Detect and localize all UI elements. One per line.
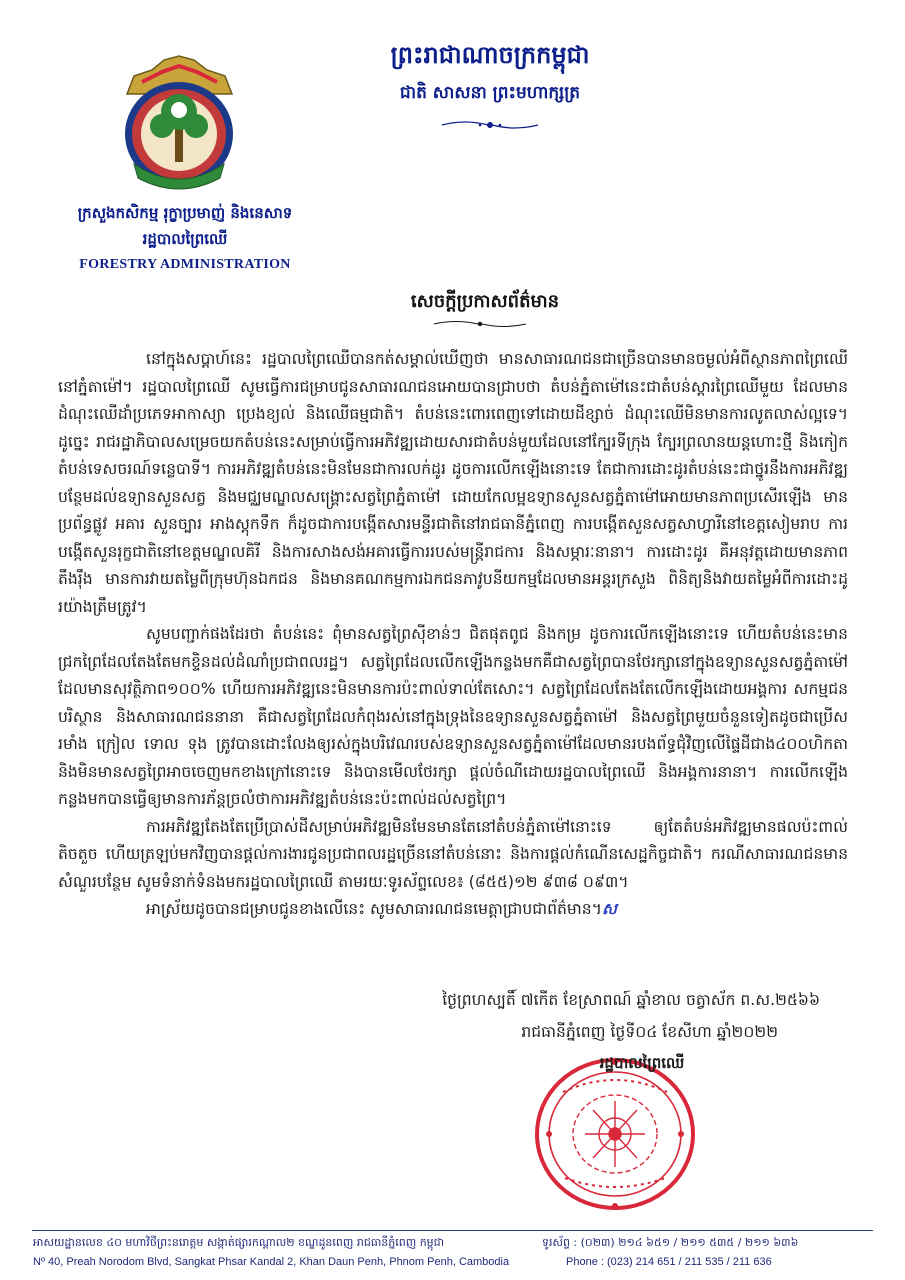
address-english: Nº 40, Preah Norodom Blvd, Sangkat Phsar Kandal 2, Khan Daun Penh, Phnom Penh, Cambodia	[33, 1256, 510, 1268]
announcement-body	[58, 346, 848, 924]
gregorian-date: រាជធានីភ្នំពេញ ថ្ងៃទី០៤ ខែសីហា ឆ្នាំ២០២២	[521, 1023, 778, 1041]
phone-english: Phone : (023) 214 651 / 211 535 / 211 636	[566, 1256, 772, 1268]
kingdom-title: ព្រះរាជាណាចក្រកម្ពុជា	[390, 41, 590, 69]
department-name-khmer: រដ្ឋបាលព្រៃឈើ	[142, 230, 228, 248]
ministry-name: ក្រសួងកសិកម្ម រុក្ខាប្រមាញ់ និងនេសាទ	[77, 204, 293, 222]
forestry-emblem-icon	[112, 54, 247, 194]
address-khmer: អាសយដ្ឋានលេខ ៤០ មហាវិថីព្រះនរោត្តម សង្កាត់ផ្សារកណ្ដាល២ ខណ្ឌដូនពេញ រាជធានីភ្នំពេញ កម្ពុជា	[33, 1236, 445, 1249]
paragraph-3: ការអភិវឌ្ឍតែងតែប្រើប្រាស់ដីសម្រាប់អភិវឌ្ឍមិនមែនមានតែនៅតំបន់ភ្នំតាម៉ៅនោះទេ ឲ្យតែតំបន់អភិវឌ្ឍមានផលប៉ះពាល់តិចតួច ហើយត្រឡប់មកវិញបានផ្តល់ការងារជូនប្រជាពលរដ្ឋច្រើននៅតំបន់នោះ និងការផ្តល់កំណើនសេដ្ឋកិច្ចជាតិ។ ករណីសាធារណជនមានសំណួរបន្ថែម សូមទំនាក់ទំនងមករដ្ឋបាលព្រៃឈើ តាមរយៈទូរស័ព្ទលេខ៖ (៨៥៥)១២ ៩៣៨ ០៩៣។	[58, 817, 848, 891]
handwritten-initial: ស	[601, 900, 617, 918]
phone-khmer: ទូរស័ព្ទ : (០២៣) ២១៤ ៦៥១ / ២១១ ៥៣៥ / ២១១ ៦៣៦	[542, 1236, 799, 1249]
lunar-date: ថ្ងៃព្រហស្បតិ៍ ៧កើត ខែស្រាពណ៍ ឆ្នាំខាល ចត្វាស័ក ព.ស.២៥៦៦	[442, 991, 820, 1009]
paragraph-2: សូមបញ្ជាក់ផងដែរថា តំបន់នេះ ពុំមានសត្វព្រៃស៊ីខាន់ៗ ជិតផុតពូជ និងកម្រ ដូចការលើកឡើងនោះទេ ហើយតំបន់នេះមានជ្រកព្រៃដែលតែងតែមកខ្ទិនដល់ដំណាំប្រជាពលរដ្ឋ។ សត្វព្រៃដែលលើកឡើងកន្លងមកគឺជាសត្វព្រៃបានថែរក្សានៅក្នុងឧទ្យានសួនសត្វភ្នំតាម៉ៅដែលមានសុវត្ថិភាព១០០% ហើយការអភិវឌ្ឍនេះមិនមានការប៉ះពាល់ទាល់តែសោះ។ សត្វព្រៃដែលតែងតែលើកឡើងដោយអង្គការ សកម្មជនបរិស្ថាន និងសាធារណជននានា គឺជាសត្វព្រៃដែលកំពុងរស់នៅក្នុងទ្រុងនៃឧទ្យានសួនសត្វភ្នំតាម៉ៅ និងសត្វព្រៃមួយចំនួនទៀតដូចជាប្រើស រមាំង ក្រៀល ទោល ទុង ត្រូវបានដោះលែងឲ្យរស់ក្នុងបរិវេណរបស់ឧទ្យានសួនសត្វភ្នំតាម៉ៅដែលមានរបងព័ទ្ធជុំវិញលើផ្ទៃដីជាង៤០០ហិកតា និងមិនមានសត្វព្រៃអាចចេញមកខាងក្រៅនោះទេ និងបានមើលថែរក្សា ផ្តល់ចំណីដោយរដ្ឋបាលព្រៃឈើ និងអង្គការនានា។ ការលើកឡើងកន្លងមកបានធ្វើឲ្យមានការភ័ន្តច្រលំថាការអភិវឌ្ឍតំបន់នេះប៉ះពាល់ដល់សត្វព្រៃ។	[58, 625, 848, 808]
kingdom-motto: ជាតិ សាសនា ព្រះមហាក្សត្រ	[399, 83, 581, 103]
footer-divider	[32, 1230, 873, 1231]
paragraph-1: នៅក្នុងសប្តាហ៍នេះ រដ្ឋបាលព្រៃឈើបានកត់សម្គាល់ឃើញថា មានសាធារណជនជាច្រើនបានមានចម្ងល់អំពីស្ថានភាពព្រៃឈើនៅភ្នំតាម៉ៅ។ រដ្ឋបាលព្រៃឈើ សូមធ្វើការជម្រាបជូនសាធារណជនអោយបានជ្រាបថា តំបន់ភ្នំតាម៉ៅនេះជាតំបន់ស្តារព្រៃឈើមួយ ដែលមានដំណុះឈើដាំប្រភេទអាកាស្យា ប្រេងខ្យល់ និងឈើធម្មជាតិ។ តំបន់នេះពោរពេញទៅដោយដីខ្សាច់ ដំណុះឈើមិនមានការលូតលាស់ល្អទេ។ ដូច្នេះ រាជរដ្ឋាភិបាលសម្រេចយកតំបន់នេះសម្រាប់ធ្វើការអភិវឌ្ឍដោយសារជាតំបន់មួយដែលនៅក្បែរទីក្រុង ក្បែរព្រលានយន្តហោះថ្មី និងកៀកតំបន់ទេសចរណ៍ទន្លេបាទី។ ការអភិវឌ្ឍតំបន់នេះមិនមែនជាការលក់ដូរ ដូចការលើកឡើងនោះទេ តែជាការដោះដូរតំបន់នេះជាថ្នូរនឹងការអភិវឌ្ឍបន្ថែមដល់ឧទ្យានសួនសត្វ និងមជ្ឈមណ្ឌលសង្គ្រោះសត្វព្រៃភ្នំតាម៉ៅ ដោយកែលម្អឧទ្យានសួនសត្វភ្នំតាម៉ៅអោយមានភាពប្រសើរឡើង មានប្រព័ន្ធផ្លូវ អគារ សួនច្បារ អាងស្តុកទឹក ក៏ដូចជាការបង្កើតសារមន្ទីរជាតិនៅរាជធានីភ្នំពេញ ការបង្កើតសួនសត្វសាហ្វារីនៅខេត្តសៀមរាប ការបង្កើតសួនរុក្ខជាតិនៅខេត្តមណ្ឌលគិរី និងការសាងសង់អគារធ្វើការរបស់មន្ត្រីរាជការ និងសម្ភារៈនានា។ ការដោះដូរ គឺអនុវត្តដោយមានភាពតឹងរ៉ឹង មានការវាយតម្លៃពីក្រុមហ៊ុនឯកជន និងមានគណកម្មការឯកជនភាវូបនីយកម្មដែលមានអន្តរក្រសួង ពិនិត្យនិងវាយតម្លៃអំពីការដោះដូរយ៉ាងត្រឹមត្រូវ។	[58, 350, 848, 616]
closing-line	[58, 896, 848, 924]
signature-department: រដ្ឋបាលព្រៃឈើ	[599, 1054, 685, 1072]
document-title: សេចក្តីប្រកាសព័ត៌មាន	[410, 291, 560, 312]
department-name-english: FORESTRY ADMINISTRATION	[79, 257, 291, 272]
ornament-divider-icon	[440, 118, 540, 132]
closing-text: អាស្រ័យដូចបានជម្រាបជូនខាងលើនេះ សូមសាធារណជនមេត្តាជ្រាបជាព័ត៌មាន។	[146, 900, 602, 918]
title-ornament-icon	[432, 318, 528, 330]
